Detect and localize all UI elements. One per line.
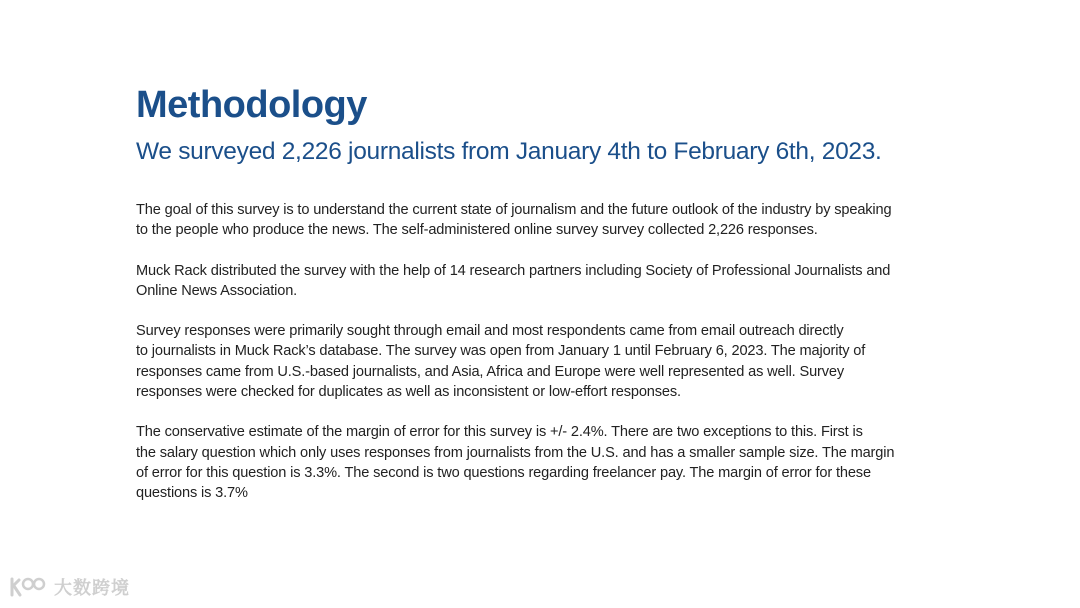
paragraph-line: Survey responses were primarily sought through email and most respondents came from email outreach directly [136,323,844,340]
paragraph-responses [136,321,956,402]
paragraph-line: The conservative estimate of the margin of error for this survey is +/- 2.4%. There are two exceptions to this. First is [136,424,863,441]
paragraph-line: responses came from U.S.-based journalists, and Asia, Africa and Europe were well represented as well. Survey [136,363,845,380]
watermark-text: 大数跨境 [54,578,130,599]
methodology-body [136,200,956,524]
paragraph-line: of error for this question is 3.3%. The second is two questions regarding freelancer pay. The margin of error for these [136,464,871,481]
paragraph-line: the salary question which only uses responses from journalists from the U.S. and has a smaller sample size. The margin [136,444,895,461]
page-title: Methodology [136,84,367,126]
paragraph-margin-of-error [136,422,956,503]
watermark [8,574,130,600]
paragraph-goal [136,200,956,241]
paragraph-line: responses were checked for duplicates as well as inconsistent or low-effort responses. [136,384,681,401]
paragraph-distribution [136,261,956,302]
paragraph-line: to journalists in Muck Rack’s database. The survey was open from January 1 until February 6, 2023. The majority of [136,343,866,360]
paragraph-line: Online News Association. [136,282,298,299]
paragraph-line: Muck Rack distributed the survey with the help of 14 research partners including Society of Professional Journalists and [136,262,891,279]
paragraph-line: questions is 3.7% [136,485,248,502]
kb-logo-icon [8,575,50,599]
page-subtitle: We surveyed 2,226 journalists from January 4th to February 6th, 2023. [136,138,882,165]
paragraph-line: to the people who produce the news. The self-administered online survey survey collected 2,226 responses. [136,222,818,239]
paragraph-line: The goal of this survey is to understand the current state of journalism and the future outlook of the industry by speaking [136,202,892,218]
